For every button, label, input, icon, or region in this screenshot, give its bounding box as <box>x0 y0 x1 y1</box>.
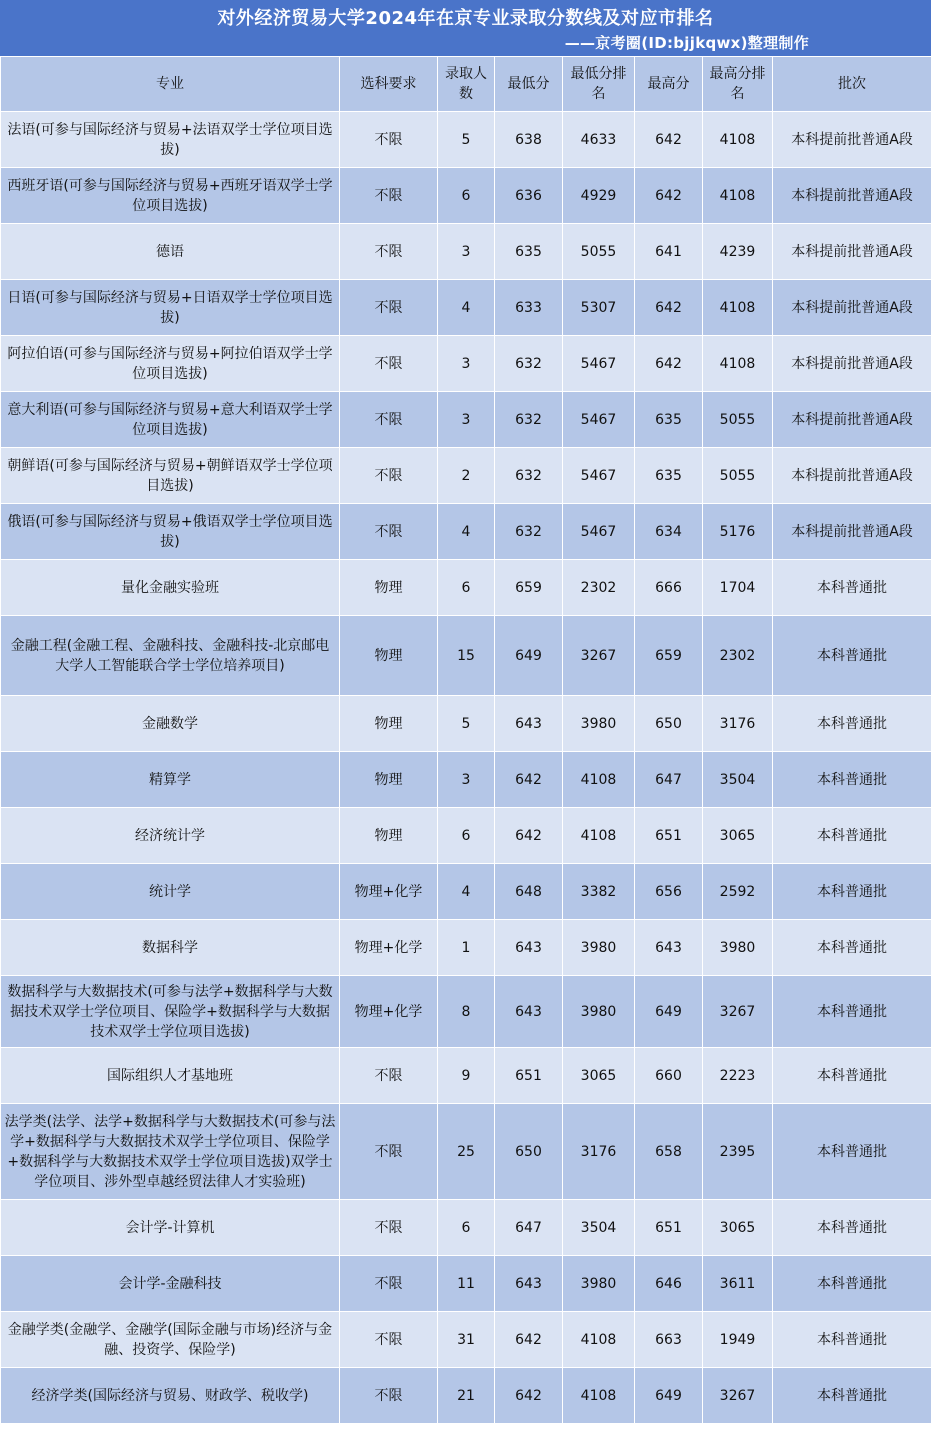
major-cell: 经济统计学 <box>1 808 340 864</box>
min-rank-cell: 4929 <box>563 168 635 224</box>
major-cell: 意大利语(可参与国际经济与贸易+意大利语双学士学位项目选拔) <box>1 392 340 448</box>
table-row <box>1 112 931 168</box>
max-rank-cell: 3176 <box>703 696 773 752</box>
min-rank-cell: 3980 <box>563 1256 635 1312</box>
table-row <box>1 920 931 976</box>
batch-cell: 本科普通批 <box>773 616 931 696</box>
max-score-cell: 643 <box>635 920 703 976</box>
table-row <box>1 616 931 696</box>
column-header-min-rank: 最低分排名 <box>563 57 635 112</box>
min-score-cell: 642 <box>495 808 563 864</box>
admission-count-cell: 3 <box>438 224 495 280</box>
table-row <box>1 1368 931 1424</box>
min-score-cell: 642 <box>495 1368 563 1424</box>
min-rank-cell: 4108 <box>563 1368 635 1424</box>
max-score-cell: 642 <box>635 168 703 224</box>
max-rank-cell: 3267 <box>703 976 773 1048</box>
batch-cell: 本科普通批 <box>773 696 931 752</box>
major-cell: 统计学 <box>1 864 340 920</box>
header-banner <box>0 0 931 56</box>
max-score-cell: 663 <box>635 1312 703 1368</box>
max-score-cell: 634 <box>635 504 703 560</box>
max-rank-cell: 2395 <box>703 1104 773 1200</box>
max-rank-cell: 4108 <box>703 336 773 392</box>
batch-cell: 本科普通批 <box>773 976 931 1048</box>
min-score-cell: 650 <box>495 1104 563 1200</box>
batch-cell: 本科普通批 <box>773 864 931 920</box>
major-cell: 数据科学与大数据技术(可参与法学+数据科学与大数据技术双学士学位项目、保险学+数据科学与大数据技术双学士学位项目选拔) <box>1 976 340 1048</box>
min-rank-cell: 5467 <box>563 448 635 504</box>
column-header-major: 专业 <box>1 57 340 112</box>
min-rank-cell: 4108 <box>563 808 635 864</box>
batch-cell: 本科普通批 <box>773 560 931 616</box>
max-score-cell: 659 <box>635 616 703 696</box>
admission-count-cell: 15 <box>438 616 495 696</box>
min-score-cell: 638 <box>495 112 563 168</box>
min-score-cell: 643 <box>495 696 563 752</box>
min-rank-cell: 5467 <box>563 392 635 448</box>
admission-count-cell: 4 <box>438 504 495 560</box>
batch-cell: 本科提前批普通A段 <box>773 112 931 168</box>
table-row <box>1 1200 931 1256</box>
max-score-cell: 646 <box>635 1256 703 1312</box>
table-row <box>1 696 931 752</box>
subject-requirement-cell: 物理 <box>340 808 438 864</box>
min-rank-cell: 5307 <box>563 280 635 336</box>
max-score-cell: 660 <box>635 1048 703 1104</box>
min-rank-cell: 3267 <box>563 616 635 696</box>
min-rank-cell: 2302 <box>563 560 635 616</box>
subject-requirement-cell: 不限 <box>340 1104 438 1200</box>
subject-requirement-cell: 物理 <box>340 560 438 616</box>
table-row <box>1 1048 931 1104</box>
min-score-cell: 632 <box>495 504 563 560</box>
min-score-cell: 648 <box>495 864 563 920</box>
admission-count-cell: 2 <box>438 448 495 504</box>
admission-count-cell: 5 <box>438 112 495 168</box>
subject-requirement-cell: 不限 <box>340 112 438 168</box>
admission-score-table <box>0 56 931 1424</box>
max-score-cell: 641 <box>635 224 703 280</box>
table-row <box>1 560 931 616</box>
major-cell: 精算学 <box>1 752 340 808</box>
max-rank-cell: 4108 <box>703 280 773 336</box>
batch-cell: 本科普通批 <box>773 1048 931 1104</box>
batch-cell: 本科提前批普通A段 <box>773 504 931 560</box>
min-score-cell: 649 <box>495 616 563 696</box>
major-cell: 法语(可参与国际经济与贸易+法语双学士学位项目选拔) <box>1 112 340 168</box>
batch-cell: 本科普通批 <box>773 1256 931 1312</box>
subject-requirement-cell: 不限 <box>340 224 438 280</box>
table-row <box>1 504 931 560</box>
table-row <box>1 448 931 504</box>
max-rank-cell: 4239 <box>703 224 773 280</box>
min-score-cell: 632 <box>495 448 563 504</box>
major-cell: 金融学类(金融学、金融学(国际金融与市场)经济与金融、投资学、保险学) <box>1 1312 340 1368</box>
table-row <box>1 864 931 920</box>
major-cell: 金融工程(金融工程、金融科技、金融科技-北京邮电大学人工智能联合学士学位培养项目) <box>1 616 340 696</box>
table-row <box>1 1104 931 1200</box>
max-score-cell: 642 <box>635 280 703 336</box>
batch-cell: 本科提前批普通A段 <box>773 224 931 280</box>
table-row <box>1 1256 931 1312</box>
min-rank-cell: 4108 <box>563 1312 635 1368</box>
min-rank-cell: 4633 <box>563 112 635 168</box>
page-subtitle: ——京考圈(ID:bjjkqwx)整理制作 <box>564 34 809 52</box>
batch-cell: 本科普通批 <box>773 920 931 976</box>
max-score-cell: 642 <box>635 112 703 168</box>
min-score-cell: 633 <box>495 280 563 336</box>
max-rank-cell: 2302 <box>703 616 773 696</box>
table-row <box>1 976 931 1048</box>
min-score-cell: 659 <box>495 560 563 616</box>
subject-requirement-cell: 物理 <box>340 696 438 752</box>
batch-cell: 本科提前批普通A段 <box>773 280 931 336</box>
max-score-cell: 651 <box>635 808 703 864</box>
max-rank-cell: 4108 <box>703 168 773 224</box>
max-score-cell: 649 <box>635 976 703 1048</box>
admission-count-cell: 21 <box>438 1368 495 1424</box>
min-score-cell: 647 <box>495 1200 563 1256</box>
min-score-cell: 636 <box>495 168 563 224</box>
major-cell: 法学类(法学、法学+数据科学与大数据技术(可参与法学+数据科学与大数据技术双学士学位项目、保险学+数据科学与大数据技术双学士学位项目选拔)双学士学位项目、涉外型卓越经贸法律人才实验班) <box>1 1104 340 1200</box>
major-cell: 会计学-计算机 <box>1 1200 340 1256</box>
admission-count-cell: 3 <box>438 336 495 392</box>
subject-requirement-cell: 不限 <box>340 1200 438 1256</box>
table-row <box>1 392 931 448</box>
major-cell: 朝鲜语(可参与国际经济与贸易+朝鲜语双学士学位项目选拔) <box>1 448 340 504</box>
subject-requirement-cell: 不限 <box>340 1048 438 1104</box>
subject-requirement-cell: 物理+化学 <box>340 976 438 1048</box>
max-rank-cell: 5055 <box>703 448 773 504</box>
major-cell: 会计学-金融科技 <box>1 1256 340 1312</box>
column-header-subject: 选科要求 <box>340 57 438 112</box>
batch-cell: 本科普通批 <box>773 1312 931 1368</box>
table-row <box>1 224 931 280</box>
admission-count-cell: 6 <box>438 1200 495 1256</box>
major-cell: 德语 <box>1 224 340 280</box>
admission-count-cell: 3 <box>438 392 495 448</box>
max-rank-cell: 3611 <box>703 1256 773 1312</box>
admission-count-cell: 25 <box>438 1104 495 1200</box>
batch-cell: 本科提前批普通A段 <box>773 168 931 224</box>
major-cell: 经济学类(国际经济与贸易、财政学、税收学) <box>1 1368 340 1424</box>
max-rank-cell: 3065 <box>703 808 773 864</box>
batch-cell: 本科提前批普通A段 <box>773 336 931 392</box>
admission-count-cell: 11 <box>438 1256 495 1312</box>
max-score-cell: 635 <box>635 448 703 504</box>
table-row <box>1 168 931 224</box>
max-rank-cell: 1949 <box>703 1312 773 1368</box>
admission-count-cell: 6 <box>438 808 495 864</box>
major-cell: 国际组织人才基地班 <box>1 1048 340 1104</box>
major-cell: 西班牙语(可参与国际经济与贸易+西班牙语双学士学位项目选拔) <box>1 168 340 224</box>
major-cell: 阿拉伯语(可参与国际经济与贸易+阿拉伯语双学士学位项目选拔) <box>1 336 340 392</box>
max-score-cell: 650 <box>635 696 703 752</box>
table-header-row <box>1 57 931 112</box>
min-rank-cell: 3065 <box>563 1048 635 1104</box>
batch-cell: 本科普通批 <box>773 1200 931 1256</box>
subject-requirement-cell: 不限 <box>340 336 438 392</box>
batch-cell: 本科普通批 <box>773 808 931 864</box>
min-rank-cell: 4108 <box>563 752 635 808</box>
table-row <box>1 1312 931 1368</box>
max-score-cell: 647 <box>635 752 703 808</box>
admission-count-cell: 31 <box>438 1312 495 1368</box>
subject-requirement-cell: 物理+化学 <box>340 920 438 976</box>
max-rank-cell: 2592 <box>703 864 773 920</box>
admission-count-cell: 4 <box>438 864 495 920</box>
max-rank-cell: 3504 <box>703 752 773 808</box>
subject-requirement-cell: 物理+化学 <box>340 864 438 920</box>
major-cell: 俄语(可参与国际经济与贸易+俄语双学士学位项目选拔) <box>1 504 340 560</box>
table-row <box>1 808 931 864</box>
subject-requirement-cell: 不限 <box>340 1256 438 1312</box>
column-header-batch: 批次 <box>773 57 931 112</box>
min-rank-cell: 3980 <box>563 696 635 752</box>
major-cell: 金融数学 <box>1 696 340 752</box>
page-title: 对外经济贸易大学2024年在京专业录取分数线及对应市排名 <box>217 8 714 29</box>
table-body <box>1 112 931 1424</box>
max-rank-cell: 1704 <box>703 560 773 616</box>
min-score-cell: 632 <box>495 336 563 392</box>
max-rank-cell: 4108 <box>703 112 773 168</box>
major-cell: 日语(可参与国际经济与贸易+日语双学士学位项目选拔) <box>1 280 340 336</box>
major-cell: 数据科学 <box>1 920 340 976</box>
min-rank-cell: 3176 <box>563 1104 635 1200</box>
admission-count-cell: 6 <box>438 560 495 616</box>
min-rank-cell: 3382 <box>563 864 635 920</box>
batch-cell: 本科提前批普通A段 <box>773 448 931 504</box>
subject-requirement-cell: 不限 <box>340 504 438 560</box>
column-header-min-score: 最低分 <box>495 57 563 112</box>
admission-count-cell: 5 <box>438 696 495 752</box>
max-rank-cell: 3065 <box>703 1200 773 1256</box>
admission-count-cell: 6 <box>438 168 495 224</box>
min-score-cell: 643 <box>495 1256 563 1312</box>
max-rank-cell: 5055 <box>703 392 773 448</box>
subject-requirement-cell: 物理 <box>340 616 438 696</box>
max-rank-cell: 5176 <box>703 504 773 560</box>
subject-requirement-cell: 不限 <box>340 1312 438 1368</box>
min-score-cell: 632 <box>495 392 563 448</box>
column-header-count: 录取人数 <box>438 57 495 112</box>
max-score-cell: 649 <box>635 1368 703 1424</box>
admission-count-cell: 4 <box>438 280 495 336</box>
subject-requirement-cell: 不限 <box>340 280 438 336</box>
min-score-cell: 642 <box>495 752 563 808</box>
admission-count-cell: 1 <box>438 920 495 976</box>
min-score-cell: 643 <box>495 920 563 976</box>
column-header-max-score: 最高分 <box>635 57 703 112</box>
subject-requirement-cell: 不限 <box>340 392 438 448</box>
max-score-cell: 666 <box>635 560 703 616</box>
min-rank-cell: 3980 <box>563 976 635 1048</box>
min-rank-cell: 5467 <box>563 336 635 392</box>
max-score-cell: 656 <box>635 864 703 920</box>
table-row <box>1 280 931 336</box>
max-score-cell: 642 <box>635 336 703 392</box>
min-rank-cell: 5055 <box>563 224 635 280</box>
min-score-cell: 642 <box>495 1312 563 1368</box>
table-row <box>1 336 931 392</box>
subject-requirement-cell: 物理 <box>340 752 438 808</box>
max-score-cell: 651 <box>635 1200 703 1256</box>
min-score-cell: 643 <box>495 976 563 1048</box>
max-score-cell: 658 <box>635 1104 703 1200</box>
column-header-max-rank: 最高分排名 <box>703 57 773 112</box>
batch-cell: 本科普通批 <box>773 1104 931 1200</box>
subject-requirement-cell: 不限 <box>340 168 438 224</box>
admission-count-cell: 9 <box>438 1048 495 1104</box>
min-rank-cell: 3504 <box>563 1200 635 1256</box>
admission-count-cell: 3 <box>438 752 495 808</box>
batch-cell: 本科普通批 <box>773 752 931 808</box>
max-rank-cell: 3267 <box>703 1368 773 1424</box>
min-score-cell: 651 <box>495 1048 563 1104</box>
batch-cell: 本科提前批普通A段 <box>773 392 931 448</box>
max-rank-cell: 3980 <box>703 920 773 976</box>
max-rank-cell: 2223 <box>703 1048 773 1104</box>
batch-cell: 本科普通批 <box>773 1368 931 1424</box>
min-score-cell: 635 <box>495 224 563 280</box>
subject-requirement-cell: 不限 <box>340 1368 438 1424</box>
max-score-cell: 635 <box>635 392 703 448</box>
major-cell: 量化金融实验班 <box>1 560 340 616</box>
min-rank-cell: 3980 <box>563 920 635 976</box>
admission-count-cell: 8 <box>438 976 495 1048</box>
min-rank-cell: 5467 <box>563 504 635 560</box>
subject-requirement-cell: 不限 <box>340 448 438 504</box>
table-row <box>1 752 931 808</box>
